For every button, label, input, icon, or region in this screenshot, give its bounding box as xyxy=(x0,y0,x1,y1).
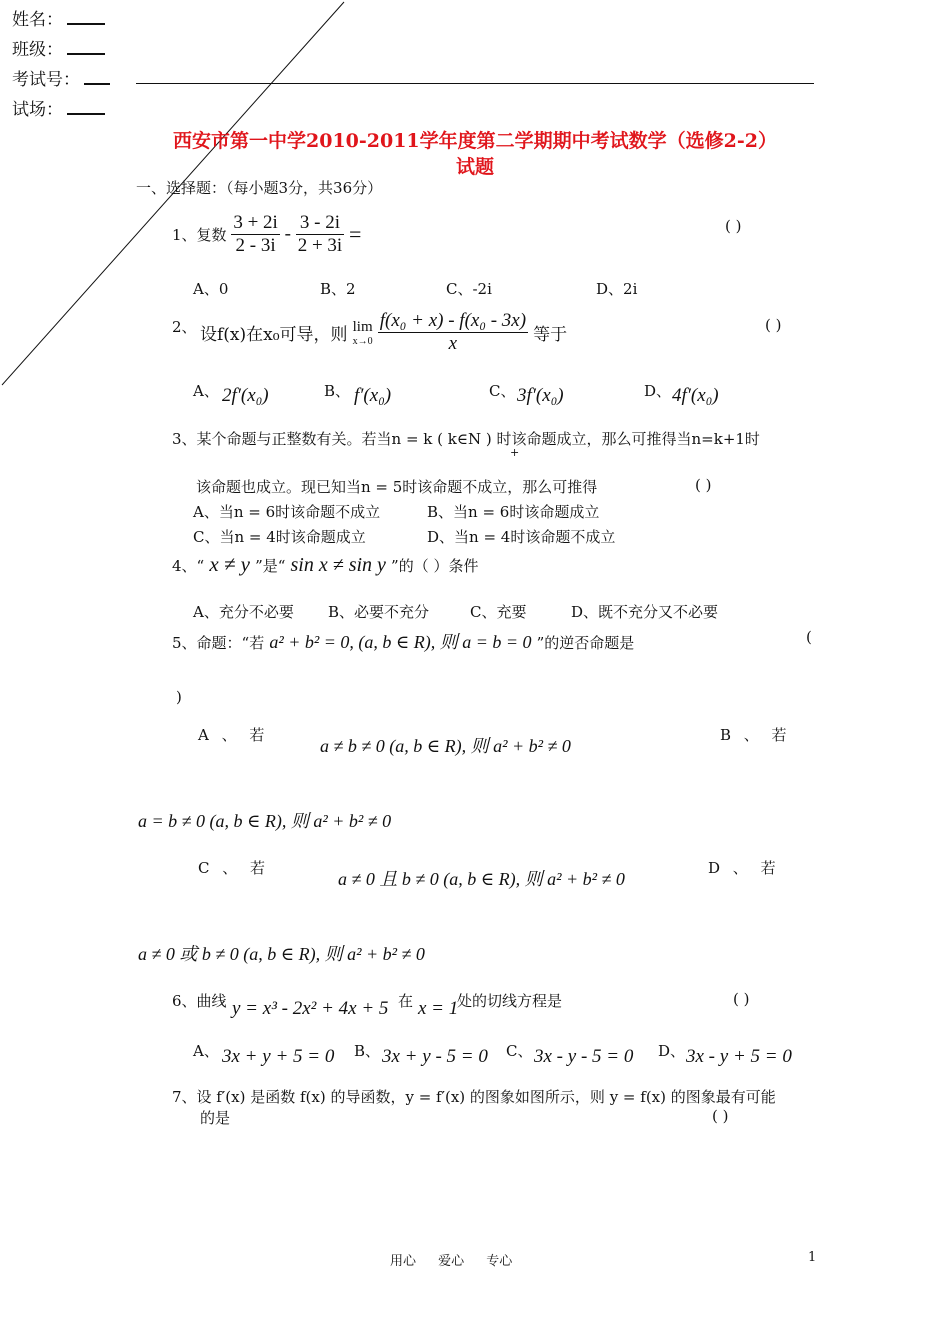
q5-option-c-expr: a ≠ 0 且 b ≠ 0 (a, b ∈ R), 则 a² + b² ≠ 0 xyxy=(338,869,625,889)
header-rule xyxy=(136,83,814,84)
class-field xyxy=(12,35,105,60)
q1-prefix: 1、复数 xyxy=(172,226,227,244)
question-1 xyxy=(172,212,361,257)
q6-option-d-label: D、 xyxy=(658,1042,686,1060)
q6-answer-paren: ( ) xyxy=(733,990,750,1008)
q1-den2: 2 + 3i xyxy=(297,235,343,256)
q4-option-c: C、充要 xyxy=(470,603,527,621)
q1-minus: - xyxy=(284,223,291,245)
q2-text: 设f(x)在x₀可导，则 xyxy=(200,325,348,345)
room-blank xyxy=(67,99,105,115)
q1-option-c: C、-2i xyxy=(446,280,492,298)
q2-frac-num: f(x₀ + x) - f(x₀ - 3x) xyxy=(379,310,527,331)
q4-expr-2: sin x ≠ sin y xyxy=(290,554,386,576)
q2-tail: 等于 xyxy=(533,325,568,345)
q3-option-d: D、当n = 4时该命题不成立 xyxy=(427,528,616,546)
room-field xyxy=(12,95,105,120)
q7-line-2: 的是 xyxy=(200,1109,231,1127)
q1-fraction-2 xyxy=(296,212,345,257)
q2-option-c-expr: 3f′(x₀) xyxy=(517,385,564,406)
q5-option-d-expr: a ≠ 0 或 b ≠ 0 (a, b ∈ R), 则 a² + b² ≠ 0 xyxy=(138,944,425,964)
q7-line-1: 7、设 f′(x) 是函数 f(x) 的导函数，y = f′(x) 的图象如图所示，则 y = f(x) 的图象最有可能 xyxy=(172,1088,776,1106)
q2-option-c-label: C、 xyxy=(489,382,516,400)
q1-answer-paren: ( ) xyxy=(725,217,742,235)
name-blank xyxy=(67,9,105,25)
class-label: 班级： xyxy=(12,40,63,60)
q4-option-a: A、充分不必要 xyxy=(193,603,294,621)
q6-option-a-label: A、 xyxy=(193,1042,219,1060)
q5-expr: a² + b² = 0, (a, b ∈ R), 则 a = b = 0 xyxy=(269,632,532,652)
q2-option-b-label: B、 xyxy=(324,382,351,400)
q1-option-b: B、2 xyxy=(320,280,356,298)
q3-option-b: B、当n = 6时该命题成立 xyxy=(427,503,600,521)
question-4 xyxy=(172,552,478,577)
q6-tail: 处的切线方程是 xyxy=(457,992,563,1010)
q5-paren-right: ) xyxy=(176,688,182,706)
q5-option-a-expr: a ≠ b ≠ 0 (a, b ∈ R), 则 a² + b² ≠ 0 xyxy=(320,736,571,756)
q6-at: x = 1 xyxy=(418,998,459,1019)
q6-option-b-expr: 3x + y - 5 = 0 xyxy=(382,1046,488,1067)
name-field xyxy=(12,5,105,30)
q5-option-b-expr: a = b ≠ 0 (a, b ∈ R), 则 a² + b² ≠ 0 xyxy=(138,811,392,831)
q1-equals: = xyxy=(349,221,362,247)
exam-title-line2: 试题 xyxy=(455,156,494,178)
q6-expr: y = x³ - 2x² + 4x + 5 xyxy=(232,998,389,1019)
q2-option-a-expr: 2f′(x₀) xyxy=(222,385,269,406)
q7-answer-paren: ( ) xyxy=(712,1107,729,1125)
q6-option-c-expr: 3x - y - 5 = 0 xyxy=(534,1046,634,1067)
q3-line-2: 该命题也成立。现已知当n = 5时该命题不成立，那么可推得 xyxy=(196,478,598,496)
q5-option-b-label: B 、 若 xyxy=(720,726,787,744)
exam-number-field xyxy=(12,65,110,90)
q1-num1: 3 + 2i xyxy=(233,212,278,233)
q2-limit xyxy=(353,319,373,347)
q6-option-b-label: B、 xyxy=(354,1042,381,1060)
section-heading: 一、选择题：（每小题3分，共36分） xyxy=(136,179,383,197)
q6-option-d-expr: 3x - y + 5 = 0 xyxy=(686,1046,792,1067)
q4-tail: ”的（ ）条件 xyxy=(391,557,479,575)
q3-option-c: C、当n = 4时该命题成立 xyxy=(193,528,366,546)
q3-plus-subscript: + xyxy=(510,446,520,459)
q1-fraction-1 xyxy=(231,212,280,257)
page-number: 1 xyxy=(808,1250,817,1265)
q1-den1: 2 - 3i xyxy=(235,235,276,256)
q5-prefix: 5、命题：“若 xyxy=(172,634,265,652)
q5-tail: ”的逆否命题是 xyxy=(536,634,635,652)
q2-option-a-label: A、 xyxy=(193,382,219,400)
q4-option-d: D、既不充分又不必要 xyxy=(571,603,719,621)
q2-lim: lim xyxy=(352,318,373,335)
q1-option-a: A、0 xyxy=(193,280,229,298)
q1-num2: 3 - 2i xyxy=(296,212,345,235)
q1-option-d: D、2i xyxy=(596,280,638,298)
q6-prefix: 6、曲线 xyxy=(172,992,227,1010)
q3-option-a: A、当n = 6时该命题不成立 xyxy=(193,503,381,521)
q2-option-d-expr: 4f′(x₀) xyxy=(672,385,719,406)
q2-option-d-label: D、 xyxy=(644,382,672,400)
q6-option-a-expr: 3x + y + 5 = 0 xyxy=(222,1046,335,1067)
q6-mid: 在 xyxy=(398,992,414,1010)
q2-fraction xyxy=(378,310,528,355)
q4-prefix: 4、“ xyxy=(172,557,205,575)
class-blank xyxy=(67,39,105,55)
q2-number: 2、 xyxy=(172,318,197,336)
q5-option-a-label: A 、 若 xyxy=(198,726,265,744)
q5-paren-left: ( xyxy=(806,628,812,646)
q5-option-d-label: D 、 若 xyxy=(708,859,776,877)
q4-mid: ”是“ xyxy=(255,557,286,575)
q4-option-b: B、必要不充分 xyxy=(328,603,430,621)
exam-number-label: 考试号： xyxy=(12,70,80,90)
name-label: 姓名： xyxy=(12,10,63,30)
q6-option-c-label: C、 xyxy=(506,1042,533,1060)
q2-option-b-expr: f′(x₀) xyxy=(354,385,392,406)
q2-lim-sub: x→0 xyxy=(352,335,373,347)
q4-expr-1: x ≠ y xyxy=(209,552,250,576)
question-2 xyxy=(200,310,567,355)
q3-line-1: 3、某个命题与正整数有关。若当n = k ( k∈N ) 时该命题成立，那么可推得当n=k+1时 xyxy=(172,430,760,448)
q2-answer-paren: ( ) xyxy=(765,316,782,334)
question-5 xyxy=(172,628,634,654)
exam-number-blank xyxy=(84,69,110,85)
q3-answer-paren: ( ) xyxy=(695,476,712,494)
room-label: 试场： xyxy=(12,100,63,120)
footer-motto: 用心 爱心 专心 xyxy=(390,1254,513,1269)
q5-option-c-label: C 、 若 xyxy=(198,859,266,877)
exam-title-line1: 西安市第一中学2010-2011学年度第二学期期中考试数学（选修2-2） xyxy=(173,130,777,152)
q2-frac-den: x xyxy=(448,333,458,354)
